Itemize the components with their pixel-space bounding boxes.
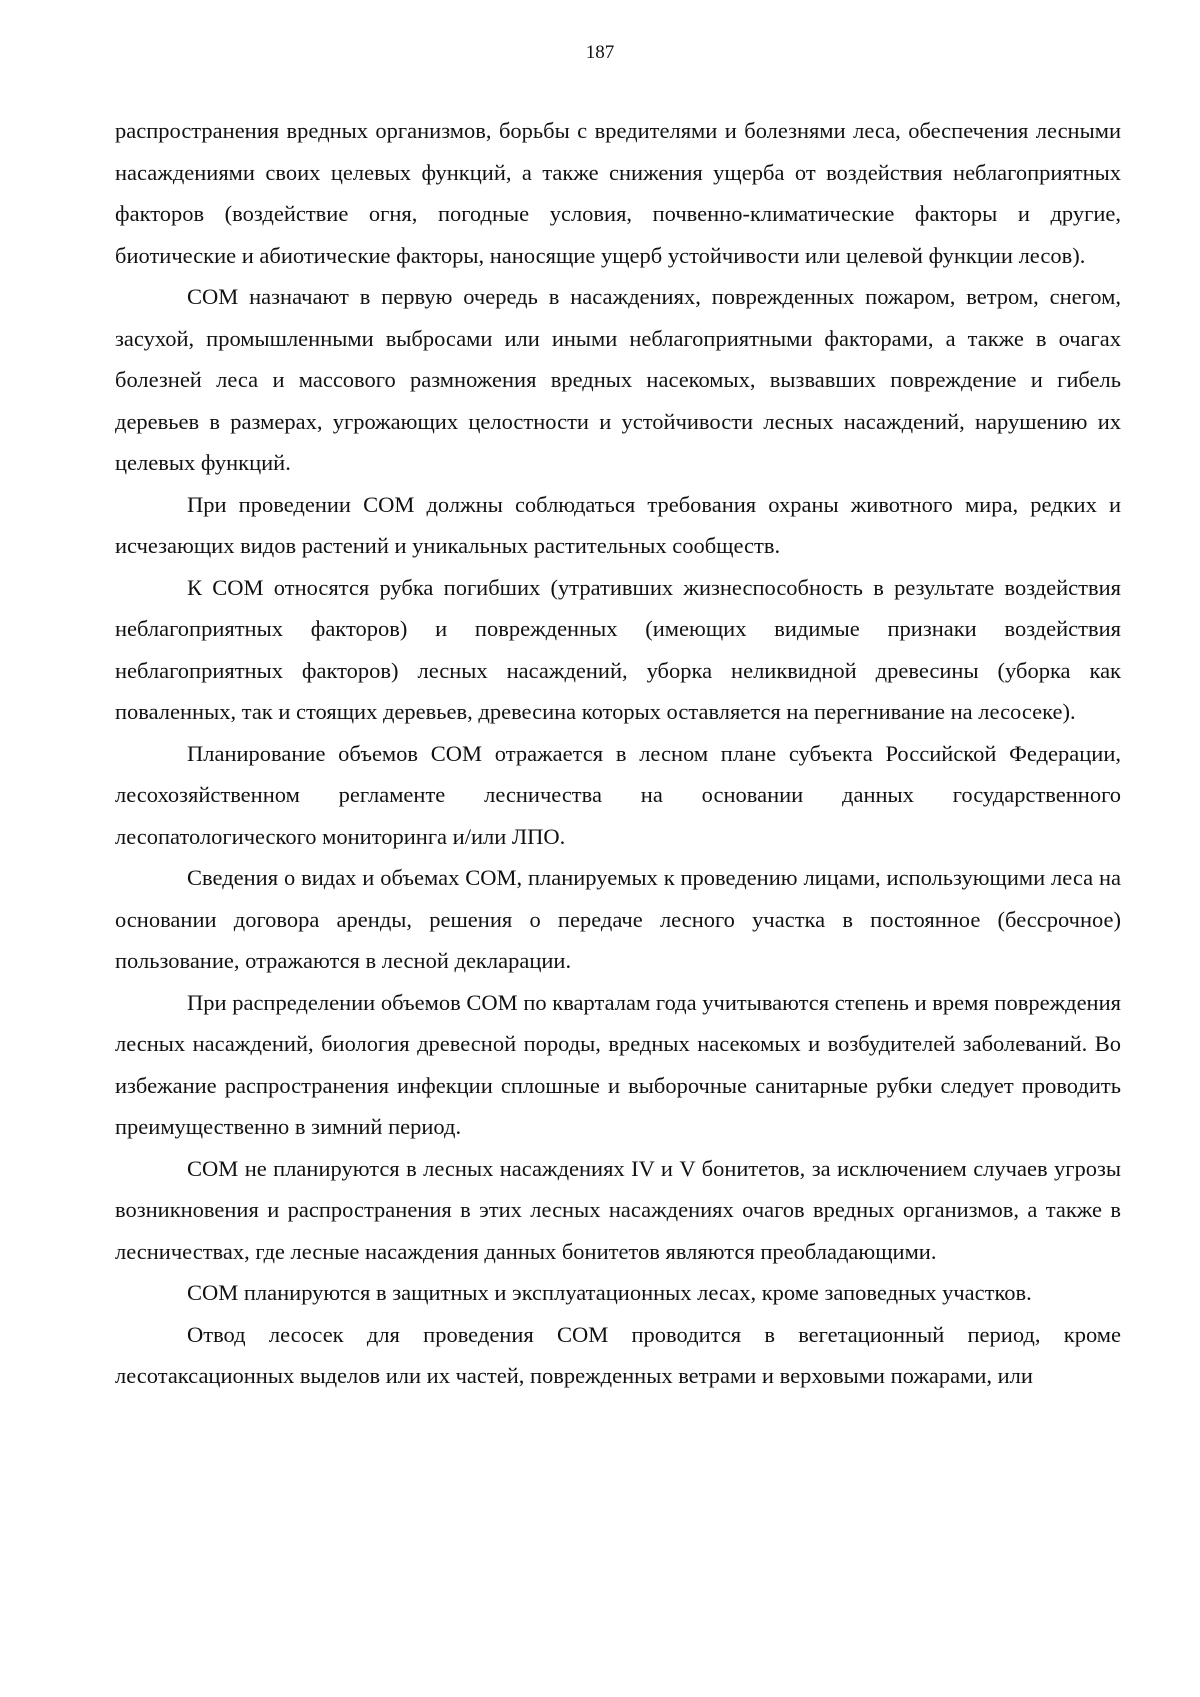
paragraph: Сведения о видах и объемах СОМ, планируемых к проведению лицами, использующими леса на основании договора аренды, решения о передаче лесного участка в постоянное (бессрочное) пользование, отражаются в лесной декларации. [115, 865, 1121, 973]
paragraph: СОМ планируются в защитных и эксплуатационных лесах, кроме заповедных участков. [187, 1280, 1032, 1305]
paragraph: К СОМ относятся рубка погибших (утративших жизнеспособность в результате воздействия неблагоприятных факторов) и поврежденных (имеющих видимые признаки воздействия неблагоприятных факторов) лесных насаждений, уборка неликвидной древесины (уборка как поваленных, так и стоящих деревьев, древесина которых оставляется на перегнивание на лесосеке). [115, 574, 1121, 724]
paragraph: Планирование объемов СОМ отражается в лесном плане субъекта Российской Федерации, лесохозяйственном регламенте лесничества на основании данных государственного лесопатологического мониторинга и/или ЛПО. [115, 740, 1121, 849]
paragraph: Отвод лесосек для проведения СОМ проводится в вегетационный период, кроме лесотаксационных выделов или их частей, поврежденных ветрами и верховыми пожарами, или [115, 1321, 1121, 1388]
paragraph: СОМ не планируются в лесных насаждениях IV и V бонитетов, за исключением случаев угрозы возникновения и распространения в этих лесных насаждениях очагов вредных организмов, а также в лесничествах, где лесные насаждения данных бонитетов являются преобладающими. [115, 1155, 1121, 1264]
document-body [115, 110, 1121, 1397]
paragraph-continuation: распространения вредных организмов, борьбы с вредителями и болезнями леса, обеспечения лесными насаждениями своих целевых функций, а также снижения ущерба от воздействия неблагоприятных факторов (воздействие огня, погодные условия, почвенно-климатические факторы и другие, биотические и абиотические факторы, наносящие ущерб устойчивости или целевой функции лесов). [115, 118, 1121, 268]
paragraph: СОМ назначают в первую очередь в насаждениях, поврежденных пожаром, ветром, снегом, засухой, промышленными выбросами или иными неблагоприятными факторами, а также в очагах болезней леса и массового размножения вредных насекомых, вызвавших повреждение и гибель деревьев в размерах, угрожающих целостности и устойчивости лесных насаждений, нарушению их целевых функций. [115, 284, 1121, 475]
paragraph: При распределении объемов СОМ по кварталам года учитываются степень и время повреждения лесных насаждений, биология древесной породы, вредных насекомых и возбудителей заболеваний. Во избежание распространения инфекции сплошные и выборочные санитарные рубки следует проводить преимущественно в зимний период. [115, 989, 1121, 1139]
paragraph: При проведении СОМ должны соблюдаться требования охраны животного мира, редких и исчезающих видов растений и уникальных растительных сообществ. [115, 491, 1121, 558]
page-number: 187 [585, 42, 615, 63]
